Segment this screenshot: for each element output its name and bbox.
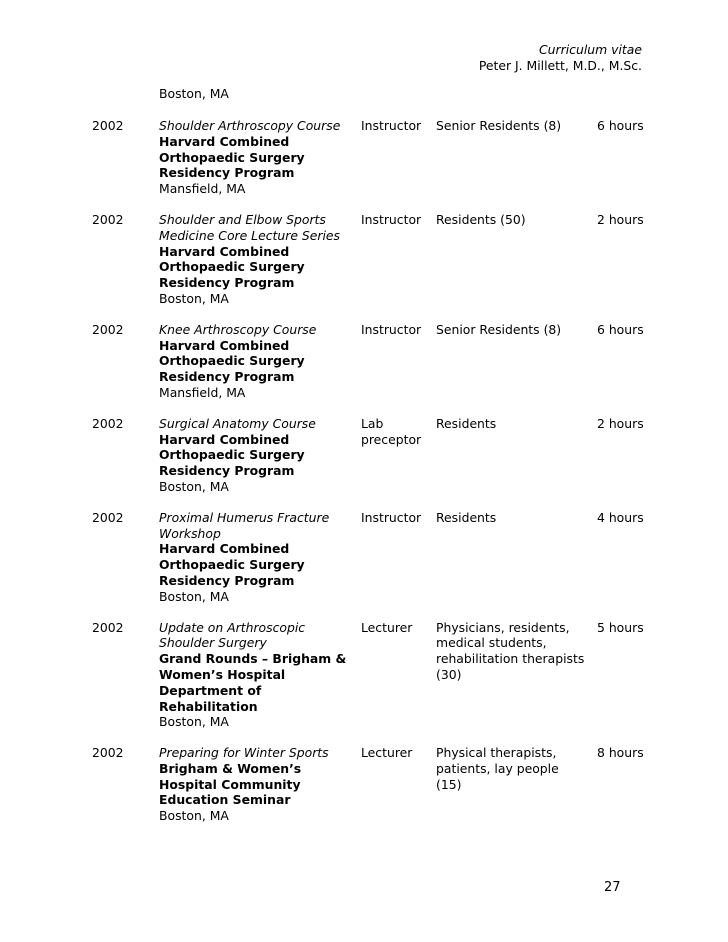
teaching-entry: [0, 510, 728, 605]
entry-year: 2002: [92, 619, 124, 635]
entry-location: Boston, MA: [159, 588, 229, 604]
entry-location: Mansfield, MA: [159, 384, 246, 400]
entry-organization: Harvard Combined Orthopaedic Surgery Residency Program: [159, 243, 305, 291]
entry-audience: Residents: [436, 415, 497, 431]
entry-role: Lab preceptor: [361, 415, 422, 447]
entry-hours: 2 hours: [597, 211, 644, 227]
entry-description: [159, 745, 354, 824]
entry-description: [159, 510, 354, 605]
entry-audience: Physical therapists, patients, lay people (15): [436, 745, 559, 792]
continued-location: Boston, MA: [159, 86, 229, 101]
teaching-entry: [0, 745, 728, 824]
entry-location: Boston, MA: [159, 478, 229, 494]
entry-role: Lecturer: [361, 619, 413, 635]
teaching-entry: [0, 416, 728, 495]
entry-audience: Senior Residents (8): [436, 321, 562, 337]
entry-course: Knee Arthroscopy Course: [159, 321, 317, 337]
page-header: [479, 42, 642, 74]
entry-year: 2002: [92, 321, 124, 337]
entry-role: Instructor: [361, 509, 422, 525]
entry-location: Boston, MA: [159, 808, 229, 824]
entry-course: Preparing for Winter Sports: [159, 745, 329, 761]
document-title: Curriculum vitae: [539, 42, 642, 57]
entry-year: 2002: [92, 509, 124, 525]
entry-course: Shoulder and Elbow Sports Medicine Core Lecture Series: [159, 211, 340, 243]
entry-location: Boston, MA: [159, 290, 229, 306]
entry-location: Mansfield, MA: [159, 181, 246, 197]
entry-year: 2002: [92, 415, 124, 431]
entry-hours: 6 hours: [597, 118, 644, 133]
author-name: Peter J. Millett, M.D., M.Sc.: [478, 57, 642, 73]
entry-description: [159, 620, 354, 731]
entry-role: Lecturer: [361, 745, 413, 761]
entry-description: [159, 322, 354, 401]
entry-hours: 5 hours: [597, 619, 644, 635]
entry-course: Shoulder Arthroscopy Course: [159, 118, 341, 133]
entry-location: Boston, MA: [159, 714, 229, 730]
entry-organization: Harvard Combined Orthopaedic Surgery Residency Program: [159, 337, 305, 385]
teaching-entry: [0, 212, 728, 307]
entry-role: Instructor: [361, 321, 422, 337]
entry-organization: Grand Rounds – Brigham & Women’s Hospital Department of Rehabilitation: [159, 651, 347, 714]
entry-year: 2002: [92, 211, 124, 227]
entry-description: [159, 212, 354, 307]
entry-description: [159, 118, 354, 197]
teaching-entry: [0, 118, 728, 197]
entry-organization: Harvard Combined Orthopaedic Surgery Residency Program: [159, 133, 305, 181]
entry-role: Instructor: [361, 118, 422, 133]
entry-course: Update on Arthroscopic Shoulder Surgery: [159, 619, 306, 651]
entry-audience: Physicians, residents, medical students, rehabilitation therapists (30): [436, 619, 585, 682]
entry-role: Instructor: [361, 211, 422, 227]
entry-audience: Senior Residents (8): [436, 118, 562, 133]
teaching-entry: [0, 322, 728, 401]
entry-course: Proximal Humerus Fracture Workshop: [159, 509, 330, 541]
page-number: 27: [604, 880, 621, 895]
entry-hours: 4 hours: [597, 509, 644, 525]
entry-course: Surgical Anatomy Course: [159, 415, 316, 431]
entry-audience: Residents (50): [436, 211, 526, 227]
entry-hours: 6 hours: [597, 321, 644, 337]
entry-organization: Harvard Combined Orthopaedic Surgery Residency Program: [159, 541, 305, 588]
teaching-entry: [0, 620, 728, 731]
teaching-entries: [0, 118, 728, 839]
entry-year: 2002: [92, 745, 124, 761]
entry-hours: 8 hours: [597, 745, 644, 761]
entry-organization: Brigham & Women’s Hospital Community Education Seminar: [159, 760, 302, 808]
entry-audience: Residents: [436, 509, 497, 525]
entry-organization: Harvard Combined Orthopaedic Surgery Residency Program: [159, 431, 305, 479]
entry-hours: 2 hours: [597, 415, 644, 431]
entry-year: 2002: [92, 118, 124, 133]
entry-description: [159, 416, 354, 495]
